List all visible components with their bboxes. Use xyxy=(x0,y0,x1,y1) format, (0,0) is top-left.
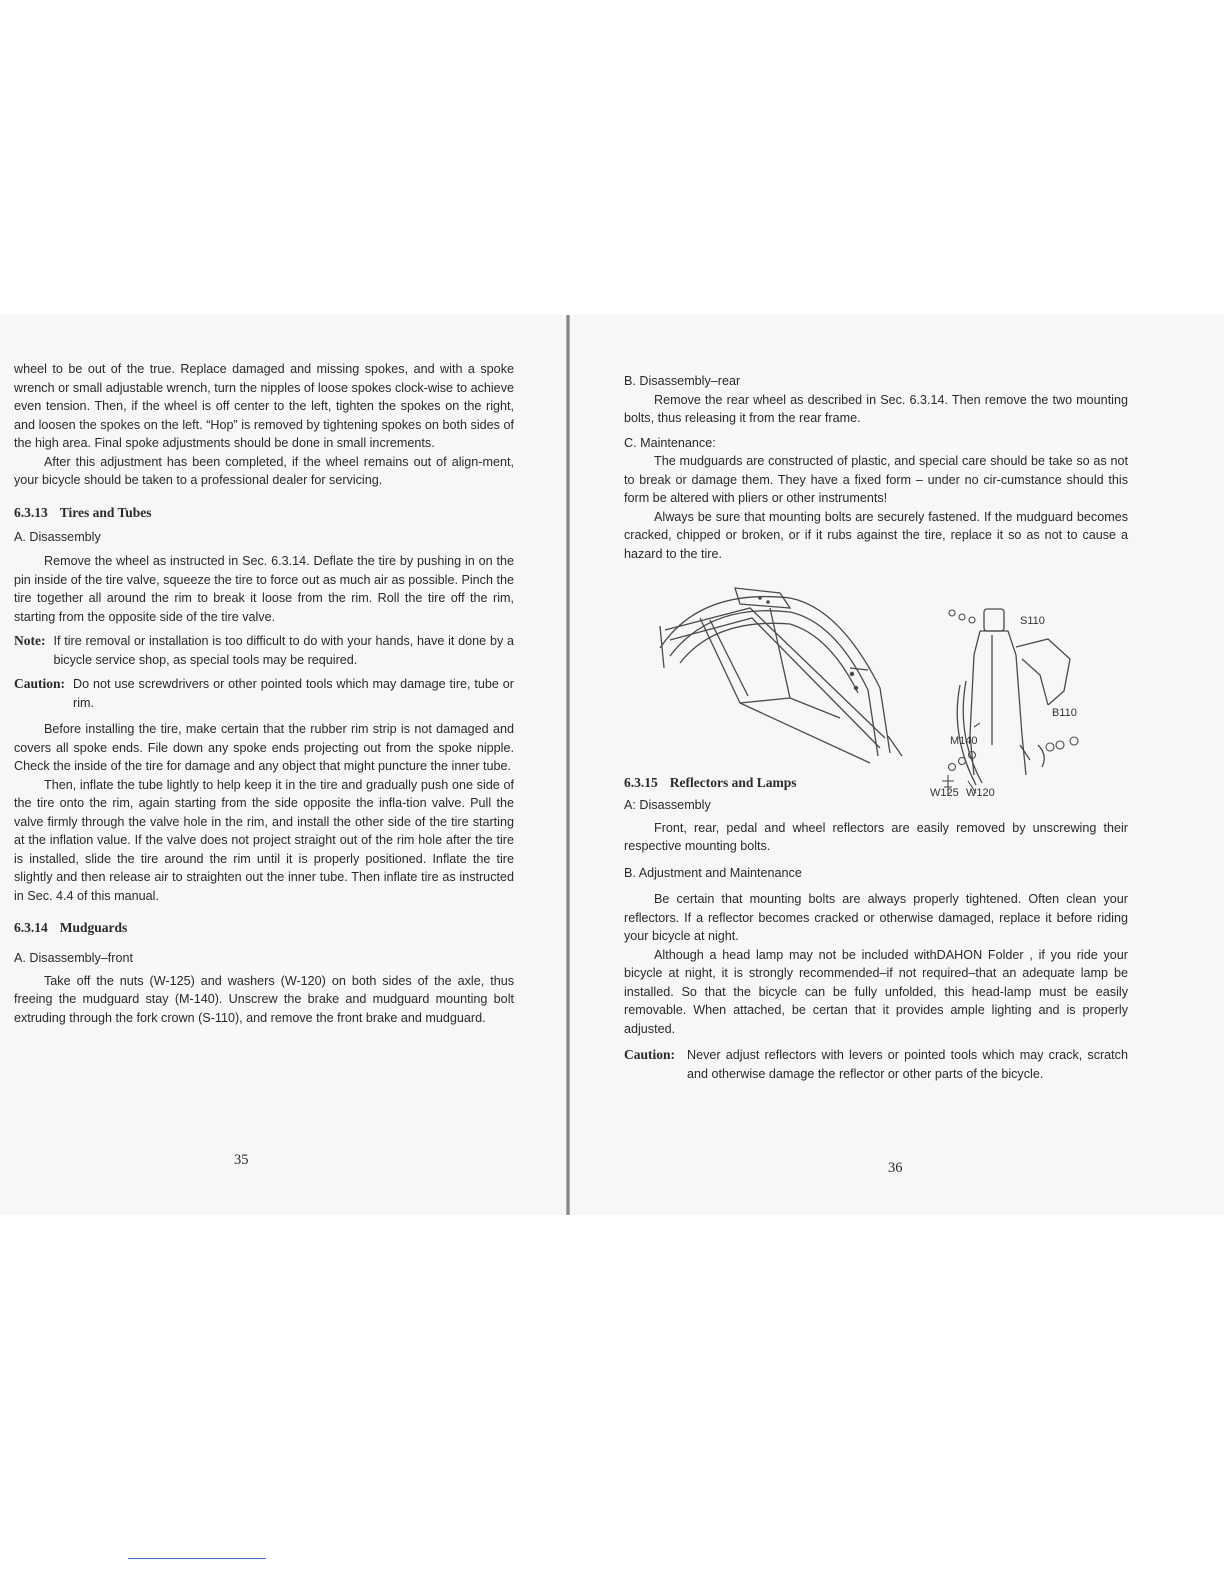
rear-mudguard-figure xyxy=(640,578,910,778)
paragraph: Before installing the tire, make certain that the rubber rim strip is not damaged and covers all spoke ends. File down any spoke ends projecting out from the spoke nipple. Check the inside of the tire for damage and any object that might puncture the inner tube. xyxy=(14,722,514,773)
book-gutter xyxy=(566,315,570,1215)
caution-block xyxy=(14,675,514,712)
paragraph: Front, rear, pedal and wheel reflectors are easily removed by unscrewing their respective mounting bolts. xyxy=(624,820,1128,853)
label-w125: W125 xyxy=(930,787,959,799)
label-m140: M140 xyxy=(950,735,978,747)
paragraph: Be certain that mounting bolts are always properly tightened. Often clean your reflectors. If a reflector becomes cracked or otherwise damaged, replace it before riding your bicycle at night. xyxy=(624,892,1128,943)
blue-rule xyxy=(128,1558,266,1559)
section-heading-mudguards: 6.3.14 Mudguards xyxy=(14,920,128,935)
paragraph: Always be sure that mounting bolts are securely fastened. If the mudguard becomes cracked, chipped or broken, or if it rubs against the tire, replace it so as not to cause a hazard to the tire. xyxy=(624,509,1128,561)
label-w120: W120 xyxy=(966,787,995,799)
page-number-right: 36 xyxy=(888,1160,903,1176)
caution-label: Caution: xyxy=(624,1047,676,1062)
left-page xyxy=(14,360,514,1027)
section-heading-reflectors: 6.3.15 Reflectors and Lamps xyxy=(624,775,797,790)
front-fork-drawing xyxy=(930,595,1090,800)
caution-block xyxy=(624,1046,1128,1083)
note-block xyxy=(14,632,514,669)
paragraph: wheel to be out of the true. Replace damaged and missing spokes, and with a spoke wrench or small adjustable wrench, turn the nipples of loose spokes clock-wise to achieve even tension. Then, if the wheel is off center to the left, tighten the spokes on the right, and loosen the spokes on the left. “Hop” is removed by tightening spokes on both sides of the high area. Final spoke adjustments should be done in small increments. xyxy=(14,362,514,450)
paragraph: After this adjustment has been completed, if the wheel remains out of align-ment, your bicycle should be taken to a professional dealer for servicing. xyxy=(14,454,514,487)
caution-text: Never adjust reflectors with levers or pointed tools which may crack, scratch and otherwise damage the reflector or other parts of the bicycle. xyxy=(687,1048,1128,1081)
label-s110: S110 xyxy=(1020,615,1045,627)
right-page-lower xyxy=(624,774,1128,1083)
paragraph: Take off the nuts (W-125) and washers (W-120) on both sides of the axle, thus freeing the mudguard stay (M-140). Unscrew the brake and mudguard mounting bolt extruding through the fork crown (S-110), and remove the front brake and mudguard. xyxy=(14,973,514,1025)
subheading: B. Disassembly–rear xyxy=(624,374,741,388)
note-text: If tire removal or installation is too difficult to do with your hands, have it done by a bicycle service shop, as special tools may be required. xyxy=(53,634,514,667)
section-heading-tires: 6.3.13 Tires and Tubes xyxy=(14,504,152,520)
subheading: A: Disassembly xyxy=(624,798,711,812)
subheading: B. Adjustment and Maintenance xyxy=(624,865,802,880)
paragraph: Remove the rear wheel as described in Sec. 6.3.14. Then remove the two mounting bolts, thus releasing it from the rear frame. xyxy=(624,392,1128,425)
front-fork-figure xyxy=(930,595,1090,800)
rear-mudguard-drawing xyxy=(640,578,910,778)
caution-text: Do not use screwdrivers or other pointed tools which may damage tire, tube or rim. xyxy=(73,677,514,710)
subheading: A. Disassembly xyxy=(14,529,101,544)
paragraph: Then, inflate the tube lightly to help keep it in the tire and gradually push one side of the tire onto the rim, again starting from the side opposite the infla-tion valve. Pull the valve firmly through the valve hole in the rim, and install the other side of the tire starting at the inflation value. If the valve does not project straight out of the rim hole after the tire is installed, slide the tire around the rim until it is properly positioned. Inflate the tire slightly and then release air to straighten out the inner tube. Then inflate tire as instructed in Sec. 4.4 of this manual. xyxy=(14,777,514,903)
page-number-left: 35 xyxy=(234,1152,249,1168)
paragraph: Remove the wheel as instructed in Sec. 6.3.14. Deflate the tire by pushing in on the pin inside of the tire valve, squeeze the tire to force out as much air as possible. Pinch the tire together all around the rim to break it loose from the rim. Roll the tire off the rim, starting from the opposite side of the tire valve. xyxy=(14,554,514,624)
subheading: A. Disassembly–front xyxy=(14,951,133,965)
label-b110: B110 xyxy=(1052,707,1077,719)
right-page xyxy=(624,372,1128,563)
note-label: Note: xyxy=(14,633,46,648)
paragraph: Although a head lamp may not be included withDAHON Folder , if you ride your bicycle at night, it is strongly recommended–if not required–that an adequate lamp be installed. So that the bicycle can be fully unfolded, this head-lamp must be easily removable. When attached, be certan that it provides ample lighting and is properly adjusted. xyxy=(624,947,1128,1036)
subheading: C. Maintenance: xyxy=(624,435,716,450)
paragraph: The mudguards are constructed of plastic, and special care should be take so as not to break or damage them. They have a fixed form – under no cir-cumstance should this form be altered with pliers or other instruments! xyxy=(624,454,1128,505)
caution-label: Caution: xyxy=(14,676,66,691)
